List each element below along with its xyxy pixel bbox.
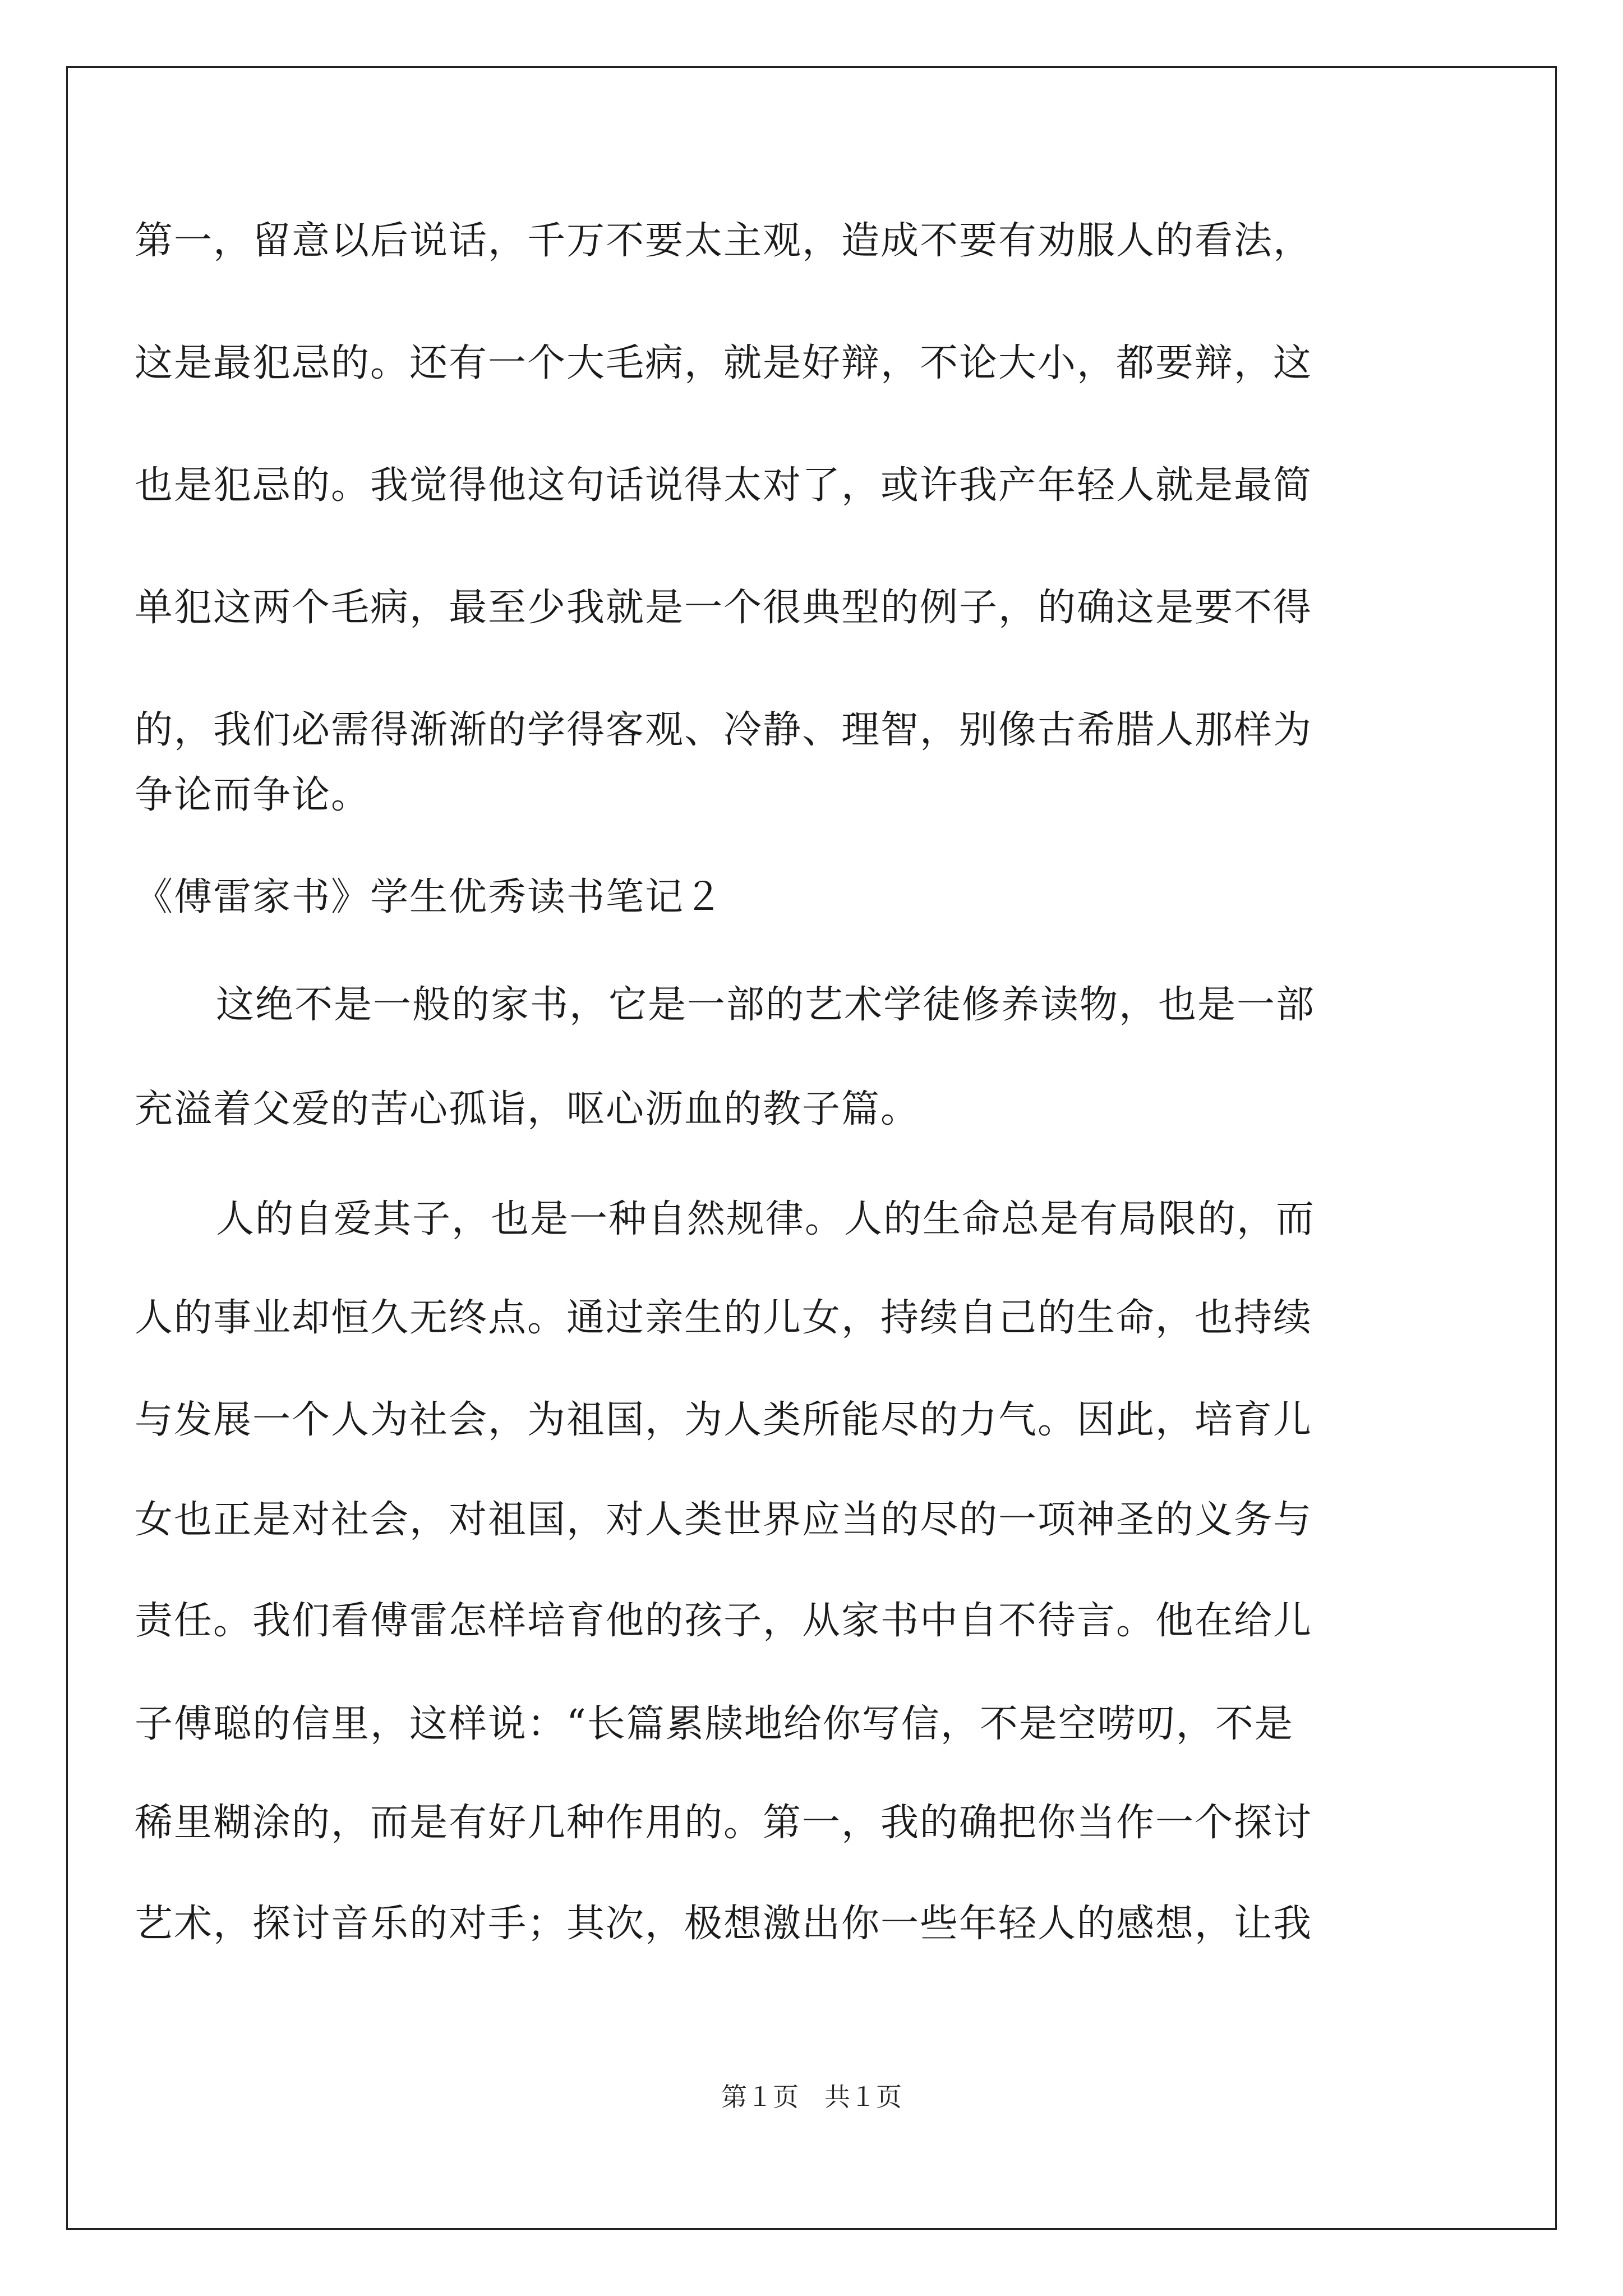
paragraph-3-line-2: 人的事业却恒久无终点。通过亲生的儿女，持续自己的生命，也持续 — [135, 1296, 1313, 1340]
page-number-footer: 第１页 共１页 — [721, 2083, 902, 2111]
paragraph-1-line-2: 这是最犯忌的。还有一个大毛病，就是好辩，不论大小，都要辩，这 — [135, 341, 1313, 385]
paragraph-1-line-1: 第一，留意以后说话，千万不要太主观，造成不要有劝服人的看法， — [135, 219, 1313, 263]
paragraph-2-line-2: 充溢着父爱的苦心孤诣，呕心沥血的教子篇。 — [135, 1087, 920, 1131]
paragraph-3-line-8: 艺术，探讨音乐的对手；其次，极想激出你一些年轻人的感想，让我 — [135, 1902, 1313, 1946]
paragraph-1-line-6: 争论而争论。 — [135, 773, 371, 817]
paragraph-3-line-4: 女也正是对社会，对祖国，对人类世界应当的尽的一项神圣的义务与 — [135, 1498, 1313, 1542]
paragraph-2-line-1: 这绝不是一般的家书，它是一部的艺术学徒修养读物，也是一部 — [216, 983, 1316, 1027]
paragraph-1-line-5: 的，我们必需得渐渐的学得客观、冷静、理智，别像古希腊人那样为 — [135, 708, 1313, 752]
paragraph-3-line-1: 人的自爱其子，也是一种自然规律。人的生命总是有局限的，而 — [216, 1197, 1316, 1241]
paragraph-1-line-3: 也是犯忌的。我觉得他这句话说得太对了，或许我产年轻人就是最简 — [135, 463, 1313, 508]
paragraph-3-line-7: 稀里糊涂的，而是有好几种作用的。第一，我的确把你当作一个探讨 — [135, 1801, 1313, 1845]
section-title: 《傅雷家书》学生优秀读书笔记２ — [135, 875, 724, 919]
paragraph-1-line-4: 单犯这两个毛病，最至少我就是一个很典型的例子，的确这是要不得 — [135, 586, 1313, 630]
paragraph-3-line-6: 子傅聪的信里，这样说：“长篇累牍地给你写信，不是空唠叨，不是 — [135, 1702, 1294, 1746]
paragraph-3-line-5: 责任。我们看傅雷怎样培育他的孩子，从家书中自不待言。他在给儿 — [135, 1599, 1313, 1643]
paragraph-3-line-3: 与发展一个人为社会，为祖国，为人类所能尽的力气。因此，培育儿 — [135, 1398, 1313, 1442]
